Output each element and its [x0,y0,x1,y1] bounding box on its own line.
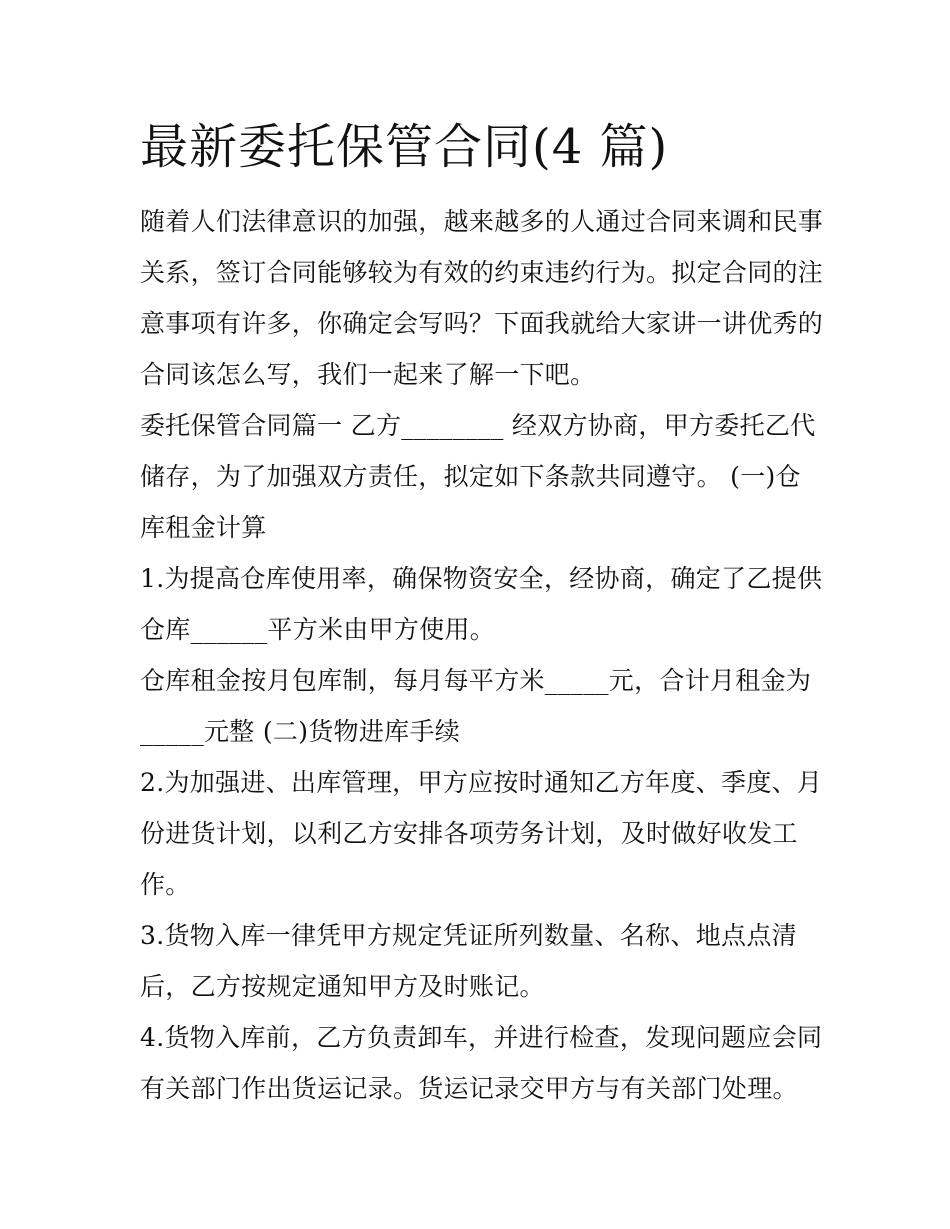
body-line: 作。 [140,870,191,899]
body-line: _____元整 (二)货物进库手续 [140,717,461,746]
body-line: 仓库______平方米由甲方使用。 [140,615,496,644]
body-line: 2.为加强进、出库管理，甲方应按时通知乙方年度、季度、月 [140,768,823,797]
body-line: 储存，为了加强双方责任，拟定如下条款共同遵守。 (一)仓 [140,462,801,491]
body-line: 关系，签订合同能够较为有效的约束违约行为。拟定合同的注 [140,258,824,287]
body-line: 委托保管合同篇一 乙方________ 经双方协商，甲方委托乙代 [140,411,816,440]
body-line: 意事项有许多，你确定会写吗？下面我就给大家讲一讲优秀的 [140,309,824,338]
body-line: 有关部门作出货运记录。货运记录交甲方与有关部门处理。 [140,1074,798,1103]
body-line: 份进货计划，以利乙方安排各项劳务计划，及时做好收发工 [140,819,798,848]
document-title: 最新委托保管合同(4 篇) [140,119,669,175]
body-line: 随着人们法律意识的加强，越来越多的人通过合同来调和民事 [140,207,824,236]
body-line: 合同该怎么写，我们一起来了解一下吧。 [140,360,596,389]
body-line: 4.货物入库前，乙方负责卸车，并进行检查，发现问题应会同 [140,1023,823,1052]
body-line: 3.货物入库一律凭甲方规定凭证所列数量、名称、地点点清 [140,921,797,950]
body-line: 仓库租金按月包库制，每月每平方米_____元，合计月租金为 [140,666,812,695]
body-line: 后，乙方按规定通知甲方及时账记。 [140,972,545,1001]
body-line: 库租金计算 [140,513,267,542]
body-line: 1.为提高仓库使用率，确保物资安全，经协商，确定了乙提供 [140,564,823,593]
